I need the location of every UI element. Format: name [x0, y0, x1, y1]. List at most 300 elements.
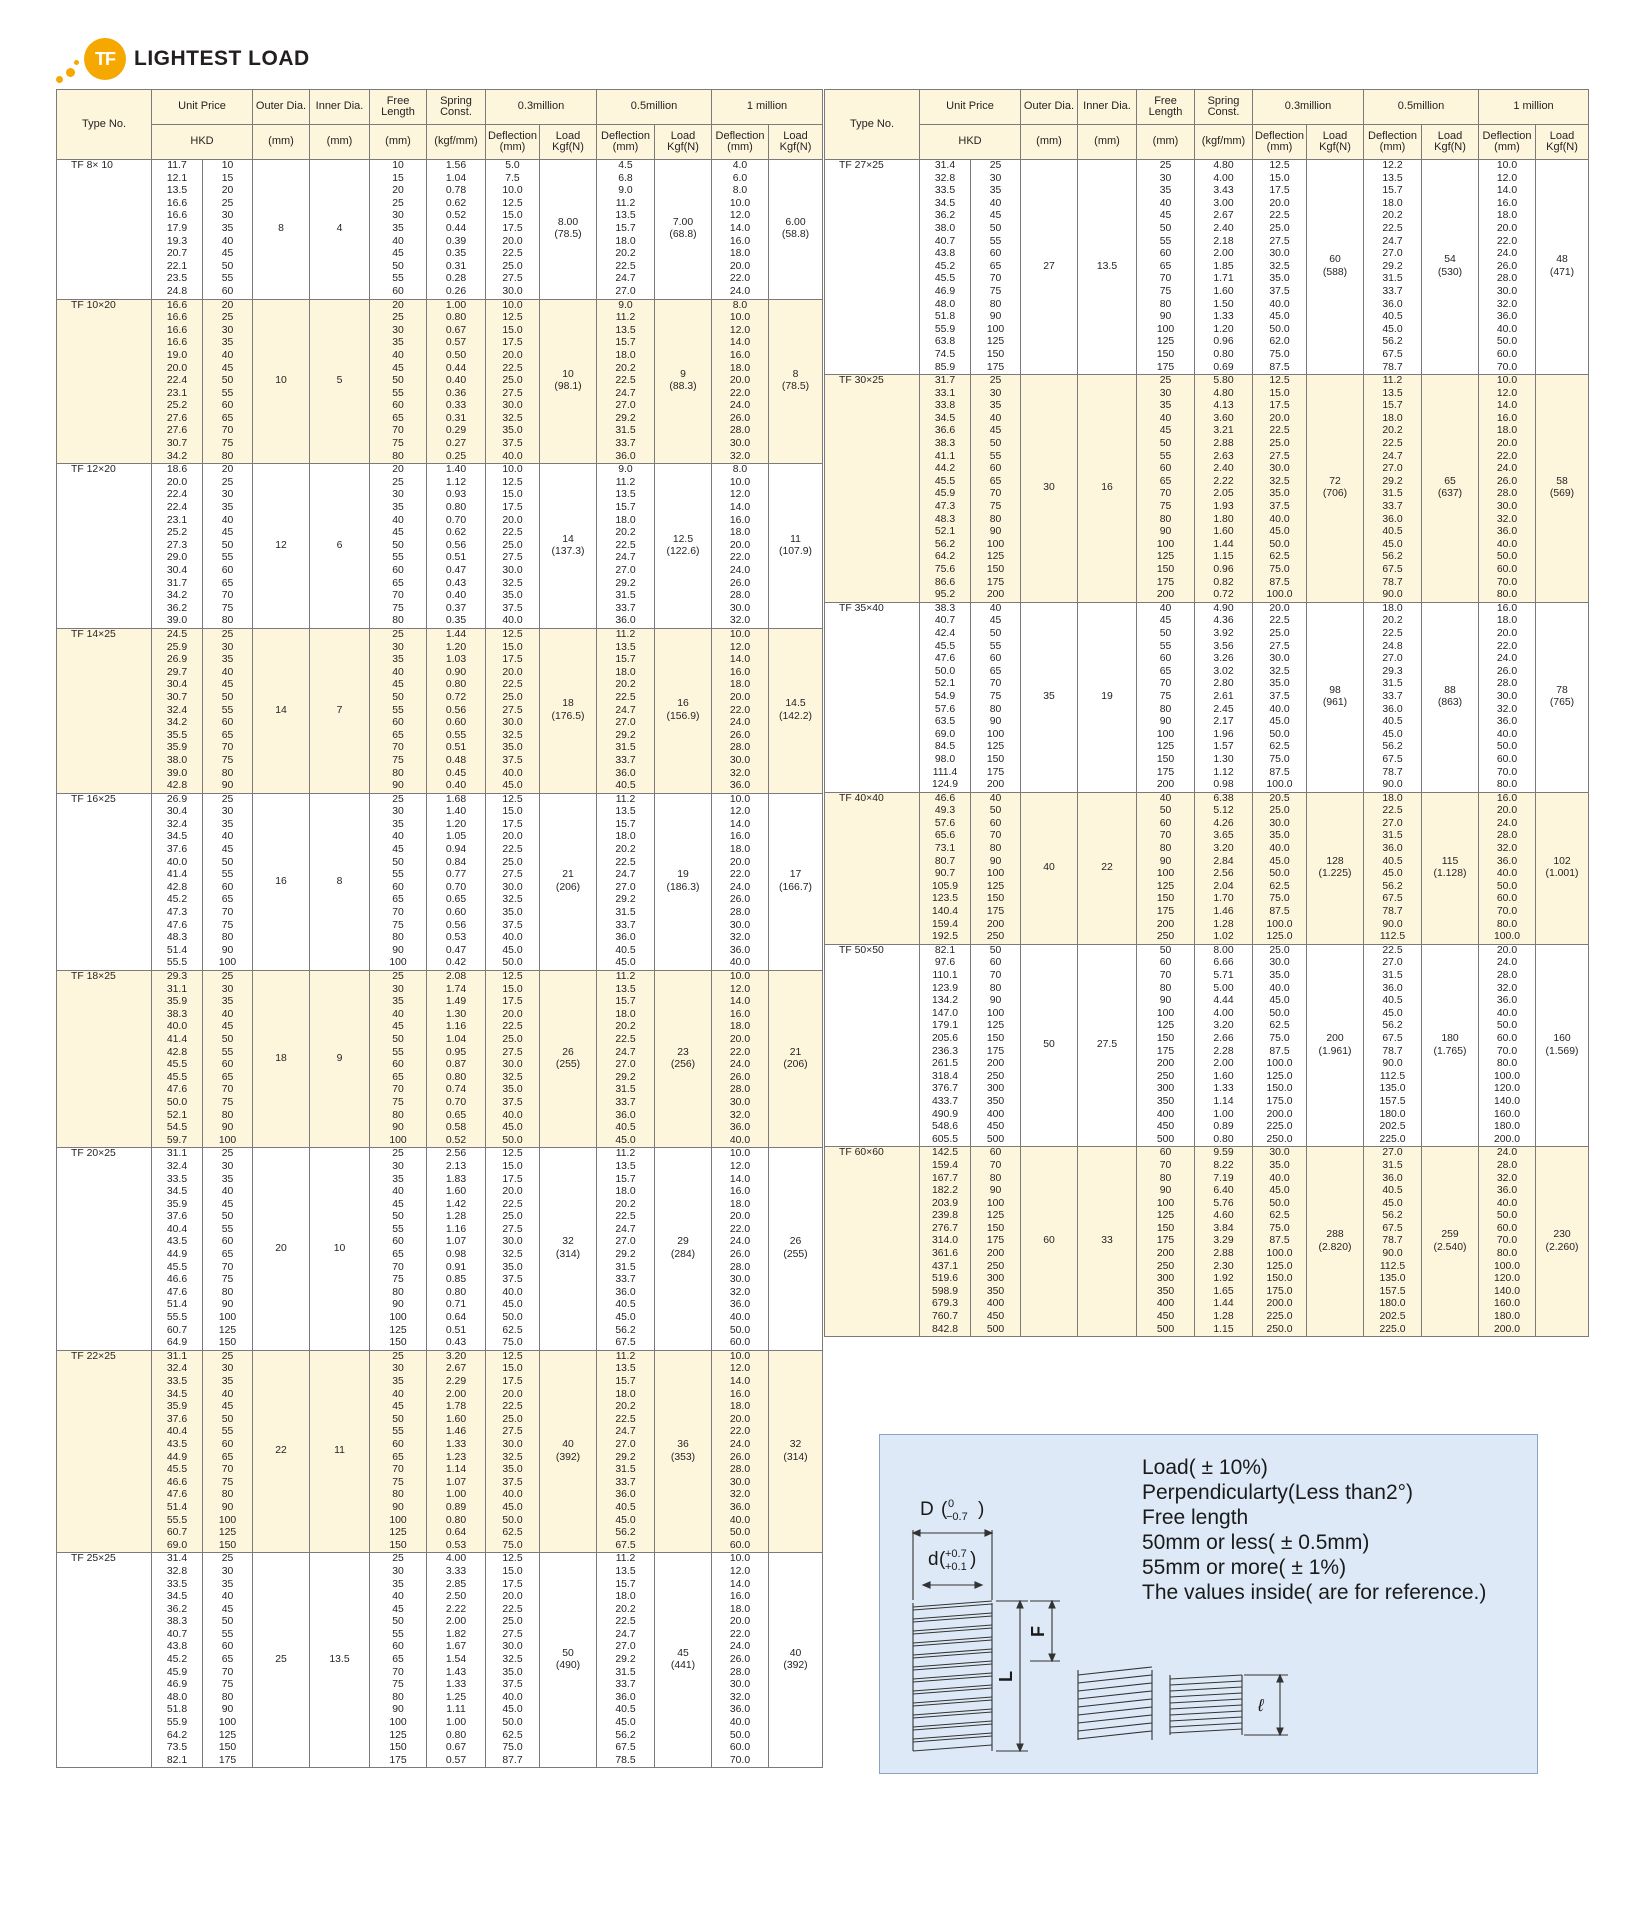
spec-group-row [57, 793, 823, 970]
dim-L-label: L [996, 1671, 1016, 1682]
load-05: 259 (2.540) [1422, 1147, 1479, 1337]
size-list: 50 60 70 80 90 100 125 150 175 200 250 300 350 400 450 500 [971, 944, 1021, 1147]
inner-dia: 8 [310, 793, 370, 970]
load-label: Load [1322, 129, 1348, 142]
deflection-03-list: 12.5 15.0 17.5 20.0 22.5 25.0 27.5 30.0 32.5 35.0 37.5 40.0 45.0 50.0 62.0 75.0 87.5 [1253, 160, 1307, 375]
free-length-list: 25 30 35 40 45 50 55 60 65 70 75 80 90 100 125 150 [370, 1148, 427, 1351]
deflection-unit: (mm) [1379, 141, 1406, 153]
size-list: 25 30 35 40 45 50 55 60 65 70 75 80 90 100 125 150 [203, 1350, 253, 1553]
spring-const-list: 6.38 5.12 4.26 3.65 3.20 2.84 2.56 2.04 1.70 1.46 1.28 1.02 [1195, 792, 1253, 944]
free-length-list: 40 50 60 70 80 90 100 125 150 175 200 250 [1137, 792, 1195, 944]
decor-dot [66, 68, 75, 77]
col-type-no: Type No. [57, 90, 152, 160]
col-load [1536, 125, 1589, 160]
note-50mm-or-less: 50mm or less( ± 0.5mm) [1142, 1531, 1370, 1554]
load-03: 8.00 (78.5) [540, 160, 597, 300]
load-05: 7.00 (68.8) [655, 160, 712, 300]
spring-compressed-view [1078, 1667, 1152, 1740]
col-unit-price: Unit Price [920, 90, 1021, 125]
col-unit-mm: (mm) [370, 125, 427, 160]
logo-badge: TF [84, 38, 126, 80]
deflection-unit: (mm) [499, 141, 526, 153]
deflection-label: Deflection [1255, 129, 1304, 142]
type-no: TF 12×20 [57, 464, 152, 629]
col-inner-dia: Inner Dia. [1078, 90, 1137, 125]
size-list: 10 15 20 25 30 35 40 45 50 55 60 [203, 160, 253, 300]
outer-dia: 27 [1021, 160, 1078, 375]
col-deflection [1479, 125, 1536, 160]
free-length-list: 20 25 30 35 40 45 50 55 60 65 70 75 80 [370, 299, 427, 464]
deflection-03-list: 20.0 22.5 25.0 27.5 30.0 32.5 35.0 37.5 40.0 45.0 50.0 62.5 75.0 87.5 100.0 [1253, 602, 1307, 792]
free-length-list: 20 25 30 35 40 45 50 55 60 65 70 75 80 [370, 464, 427, 629]
deflection-1m-list: 8.0 10.0 12.0 14.0 16.0 18.0 20.0 22.0 24.0 26.0 28.0 30.0 32.0 [712, 299, 769, 464]
unit-price-list: 82.1 97.6 110.1 123.9 134.2 147.0 179.1 205.6 236.3 261.5 318.4 376.7 433.7 490.9 548.6 605.5 [920, 944, 971, 1147]
load-05: 12.5 (122.6) [655, 464, 712, 629]
load-03: 200 (1.961) [1307, 944, 1364, 1147]
inner-dia: 27.5 [1078, 944, 1137, 1147]
tolerance-info-panel [879, 1434, 1538, 1774]
spec-group-row [57, 160, 823, 300]
dim-D-label: D [920, 1499, 934, 1520]
spring-const-list: 2.56 2.13 1.83 1.60 1.42 1.28 1.16 1.07 0.98 0.91 0.85 0.80 0.71 0.64 0.51 0.43 [427, 1148, 486, 1351]
load-03: 32 (314) [540, 1148, 597, 1351]
col-unit-mm: (mm) [1078, 125, 1137, 160]
type-no: TF 16×25 [57, 793, 152, 970]
deflection-label: Deflection [601, 129, 650, 142]
col-unit-mm: (mm) [1137, 125, 1195, 160]
col-03-million: 0.3million [486, 90, 597, 125]
load-1m: 40 (392) [769, 1553, 823, 1768]
col-unit-mm: (mm) [253, 125, 310, 160]
inner-dia: 6 [310, 464, 370, 629]
deflection-label: Deflection [488, 129, 537, 142]
load-1m: 160 (1.569) [1536, 944, 1589, 1147]
col-load [655, 125, 712, 160]
spec-group-row [57, 1148, 823, 1351]
deflection-03-list: 12.5 15.0 17.5 20.0 22.5 25.0 27.5 30.0 32.5 35.0 37.5 40.0 45.0 50.0 62.5 75.0 [486, 1148, 540, 1351]
page-header [56, 30, 416, 90]
col-outer-dia: Outer Dia. [1021, 90, 1078, 125]
deflection-03-list: 12.5 15.0 17.5 20.0 22.5 25.0 27.5 30.0 32.5 35.0 37.5 40.0 45.0 50.0 62.5 75.0 87.5 100.0 [1253, 375, 1307, 603]
dim-D-tol-top: 0 [948, 1498, 955, 1510]
unit-price-list: 31.1 32.4 33.5 34.5 35.9 37.6 40.4 43.5 44.9 45.5 46.6 47.6 51.4 55.5 60.7 64.9 [152, 1148, 203, 1351]
load-unit: Kgf(N) [779, 141, 812, 153]
outer-dia: 10 [253, 299, 310, 464]
deflection-05-list: 18.0 22.5 27.0 31.5 36.0 40.5 45.0 56.2 67.5 78.7 90.0 112.5 [1364, 792, 1422, 944]
deflection-label: Deflection [1368, 129, 1417, 142]
size-list: 20 25 30 35 40 45 50 55 60 65 70 75 80 [203, 464, 253, 629]
col-unit-kgfmm: (kgf/mm) [1195, 125, 1253, 160]
deflection-1m-list: 10.0 12.0 14.0 16.0 18.0 20.0 22.0 24.0 26.0 28.0 30.0 32.0 36.0 40.0 50.0 60.0 [712, 1350, 769, 1553]
deflection-05-list: 11.2 13.5 15.7 18.0 20.2 22.5 24.7 27.0 29.2 31.5 33.7 36.0 40.5 45.0 [597, 971, 655, 1148]
spec-group-row [825, 602, 1589, 792]
outer-dia: 18 [253, 971, 310, 1148]
col-load [1422, 125, 1479, 160]
spring-const-list: 1.68 1.40 1.20 1.05 0.94 0.84 0.77 0.70 0.65 0.60 0.56 0.53 0.47 0.42 [427, 793, 486, 970]
col-unit-price: Unit Price [152, 90, 253, 125]
deflection-1m-list: 16.0 20.0 24.0 28.0 32.0 36.0 40.0 50.0 60.0 70.0 80.0 100.0 [1479, 792, 1536, 944]
load-05: 65 (637) [1422, 375, 1479, 603]
load-1m: 6.00 (58.8) [769, 160, 823, 300]
load-03: 98 (961) [1307, 602, 1364, 792]
col-05-million: 0.5million [597, 90, 712, 125]
outer-dia: 22 [253, 1350, 310, 1553]
col-deflection [597, 125, 655, 160]
inner-dia: 13.5 [1078, 160, 1137, 375]
note-perpendicularity: Perpendicularty(Less than2°) [1142, 1481, 1414, 1504]
col-03-million: 0.3million [1253, 90, 1364, 125]
dim-d-tol-bot: +0.1 [945, 1561, 967, 1573]
free-length-list: 10 15 20 25 30 35 40 45 50 55 60 [370, 160, 427, 300]
size-list: 60 70 80 90 100 125 150 175 200 250 300 350 400 450 500 [971, 1147, 1021, 1337]
spec-group-row [825, 1147, 1589, 1337]
decor-dot [74, 60, 79, 65]
spring-const-list: 3.20 2.67 2.29 2.00 1.78 1.60 1.46 1.33 1.23 1.14 1.07 1.00 0.89 0.80 0.64 0.53 [427, 1350, 486, 1553]
deflection-05-list: 12.2 13.5 15.7 18.0 20.2 22.5 24.7 27.0 29.2 31.5 33.7 36.0 40.5 45.0 56.2 67.5 78.7 [1364, 160, 1422, 375]
deflection-03-list: 30.0 35.0 40.0 45.0 50.0 62.5 75.0 87.5 100.0 125.0 150.0 175.0 200.0 225.0 250.0 [1253, 1147, 1307, 1337]
deflection-03-list: 12.5 15.0 17.5 20.0 22.5 25.0 27.5 30.0 32.5 35.0 37.5 40.0 45.0 50.0 [486, 793, 540, 970]
page-title: LIGHTEST LOAD [134, 47, 310, 70]
deflection-05-list: 4.5 6.8 9.0 11.2 13.5 15.7 18.0 20.2 22.5 24.7 27.0 [597, 160, 655, 300]
size-list: 20 25 30 35 40 45 50 55 60 65 70 75 80 [203, 299, 253, 464]
type-no: TF 18×25 [57, 971, 152, 1148]
deflection-03-list: 25.0 30.0 35.0 40.0 45.0 50.0 62.5 75.0 87.5 100.0 125.0 150.0 175.0 200.0 225.0 250.0 [1253, 944, 1307, 1147]
load-label: Load [783, 129, 808, 142]
inner-dia: 11 [310, 1350, 370, 1553]
deflection-03-list: 12.5 15.0 17.5 20.0 22.5 25.0 27.5 30.0 32.5 35.0 37.5 40.0 45.0 [486, 628, 540, 793]
col-deflection [1253, 125, 1307, 160]
load-1m: 8 (78.5) [769, 299, 823, 464]
outer-dia: 30 [1021, 375, 1078, 603]
col-unit-kgfmm: (kgf/mm) [427, 125, 486, 160]
load-unit: Kgf(N) [552, 141, 584, 153]
unit-price-list: 31.4 32.8 33.5 34.5 36.2 38.0 40.7 43.8 45.2 45.5 46.9 48.0 51.8 55.9 63.8 74.5 85.9 [920, 160, 971, 375]
deflection-1m-list: 10.0 12.0 14.0 16.0 18.0 20.0 22.0 24.0 26.0 28.0 30.0 32.0 36.0 40.0 50.0 60.0 [712, 1148, 769, 1351]
spring-const-list: 5.80 4.80 4.13 3.60 3.21 2.88 2.63 2.40 2.22 2.05 1.93 1.80 1.60 1.44 1.15 0.96 0.82 0.72 [1195, 375, 1253, 603]
col-outer-dia: Outer Dia. [253, 90, 310, 125]
outer-dia: 40 [1021, 792, 1078, 944]
spring-const-list: 4.80 4.00 3.43 3.00 2.67 2.40 2.18 2.00 1.85 1.71 1.60 1.50 1.33 1.20 0.96 0.80 0.69 [1195, 160, 1253, 375]
load-label: Load [670, 129, 696, 142]
spring-const-list: 9.59 8.22 7.19 6.40 5.76 4.60 3.84 3.29 2.88 2.30 1.92 1.65 1.44 1.28 1.15 [1195, 1147, 1253, 1337]
deflection-05-list: 27.0 31.5 36.0 40.5 45.0 56.2 67.5 78.7 90.0 112.5 135.0 157.5 180.0 202.5 225.0 [1364, 1147, 1422, 1337]
load-03: 14 (137.3) [540, 464, 597, 629]
size-list: 25 30 35 40 45 50 55 60 65 70 75 80 90 100 125 150 175 [203, 1553, 253, 1768]
load-03: 128 (1.225) [1307, 792, 1364, 944]
deflection-03-list: 12.5 15.0 17.5 20.0 22.5 25.0 27.5 30.0 32.5 35.0 37.5 40.0 45.0 50.0 62.5 75.0 87.7 [486, 1553, 540, 1768]
spring-const-list: 2.08 1.74 1.49 1.30 1.16 1.04 0.95 0.87 0.80 0.74 0.70 0.65 0.58 0.52 [427, 971, 486, 1148]
deflection-1m-list: 10.0 12.0 14.0 16.0 18.0 20.0 22.0 24.0 26.0 28.0 30.0 32.0 36.0 [712, 628, 769, 793]
load-05: 54 (530) [1422, 160, 1479, 375]
load-05: 16 (156.9) [655, 628, 712, 793]
deflection-05-list: 11.2 13.5 15.7 18.0 20.2 22.5 24.7 27.0 29.2 31.5 33.7 36.0 40.5 45.0 56.2 67.5 [597, 1148, 655, 1351]
spring-const-list: 1.44 1.20 1.03 0.90 0.80 0.72 0.56 0.60 0.55 0.51 0.48 0.45 0.40 [427, 628, 486, 793]
load-05: 180 (1.765) [1422, 944, 1479, 1147]
load-05: 9 (88.3) [655, 299, 712, 464]
deflection-03-list: 12.5 15.0 17.5 20.0 22.5 25.0 27.5 30.0 32.5 35.0 37.5 40.0 45.0 50.0 62.5 75.0 [486, 1350, 540, 1553]
free-length-list: 25 30 35 40 45 50 55 60 65 70 75 80 90 100 125 150 175 200 [1137, 375, 1195, 603]
load-03: 60 (588) [1307, 160, 1364, 375]
deflection-label: Deflection [715, 129, 765, 142]
free-length-list: 25 30 35 40 45 50 55 60 65 70 75 80 90 100 125 150 175 [370, 1553, 427, 1768]
deflection-1m-list: 10.0 12.0 14.0 16.0 18.0 20.0 22.0 24.0 26.0 28.0 30.0 32.0 36.0 40.0 50.0 60.0 70.0 80.0 [1479, 375, 1536, 603]
deflection-03-list: 10.0 12.5 15.0 17.5 20.0 22.5 25.0 27.5 30.0 32.5 35.0 37.5 40.0 [486, 464, 540, 629]
spring-side-view [913, 1601, 992, 1751]
unit-price-list: 11.7 12.1 13.5 16.6 16.6 17.9 19.3 20.7 22.1 23.5 24.8 [152, 160, 203, 300]
type-no: TF 50×50 [825, 944, 920, 1147]
spring-const-list: 4.90 4.36 3.92 3.56 3.26 3.02 2.80 2.61 2.45 2.17 1.96 1.57 1.30 1.12 0.98 [1195, 602, 1253, 792]
outer-dia: 60 [1021, 1147, 1078, 1337]
dim-d-tol-top: +0.7 [945, 1548, 967, 1560]
dim-l-label: ℓ [1258, 1696, 1264, 1715]
deflection-03-list: 20.5 25.0 30.0 35.0 40.0 45.0 50.0 62.5 75.0 87.5 100.0 125.0 [1253, 792, 1307, 944]
load-03: 288 (2.820) [1307, 1147, 1364, 1337]
deflection-03-list: 12.5 15.0 17.5 20.0 22.5 25.0 27.5 30.0 32.5 35.0 37.5 40.0 45.0 50.0 [486, 971, 540, 1148]
inner-dia: 16 [1078, 375, 1137, 603]
col-free-length: Free Length [370, 90, 427, 125]
deflection-unit: (mm) [1266, 141, 1293, 153]
inner-dia: 13.5 [310, 1553, 370, 1768]
load-03: 50 (490) [540, 1553, 597, 1768]
size-list: 25 30 35 40 45 50 55 60 65 70 75 80 90 100 125 150 175 [971, 160, 1021, 375]
deflection-unit: (mm) [727, 141, 753, 153]
outer-dia: 16 [253, 793, 310, 970]
load-1m: 230 (2.260) [1536, 1147, 1589, 1337]
free-length-list: 25 30 35 40 45 50 55 60 65 70 75 80 90 100 125 150 175 [1137, 160, 1195, 375]
spec-group-row [825, 375, 1589, 603]
type-no: TF 40×40 [825, 792, 920, 944]
load-05: 88 (863) [1422, 602, 1479, 792]
load-label: Load [555, 129, 581, 142]
deflection-05-list: 11.2 13.5 15.7 18.0 20.2 22.5 24.7 27.0 29.2 31.5 33.7 36.0 40.5 45.0 56.2 67.5 [597, 1350, 655, 1553]
spec-group-row [57, 971, 823, 1148]
inner-dia: 7 [310, 628, 370, 793]
col-unit-mm: (mm) [1021, 125, 1078, 160]
unit-price-list: 38.3 40.7 42.4 45.5 47.6 50.0 52.1 54.9 57.6 63.5 69.0 84.5 98.0 111.4 124.9 [920, 602, 971, 792]
col-1-million: 1 million [1479, 90, 1589, 125]
load-unit: Kgf(N) [1546, 141, 1578, 153]
spring-const-list: 4.00 3.33 2.85 2.50 2.22 2.00 1.82 1.67 1.54 1.43 1.33 1.25 1.11 1.00 0.80 0.67 0.57 [427, 1553, 486, 1768]
free-length-list: 40 45 50 55 60 65 70 75 80 90 100 125 150 175 200 [1137, 602, 1195, 792]
load-1m: 17 (166.7) [769, 793, 823, 970]
col-1-million: 1 million [712, 90, 823, 125]
spec-group-row [57, 299, 823, 464]
col-unit-mm: (mm) [310, 125, 370, 160]
dim-d-paren-open: ( [939, 1549, 946, 1570]
deflection-label: Deflection [1482, 129, 1532, 142]
col-hkd: HKD [152, 125, 253, 160]
deflection-05-list: 11.2 13.5 15.7 18.0 20.2 22.5 24.7 27.0 29.2 31.5 33.7 36.0 40.5 45.0 56.2 67.5 78.5 [597, 1553, 655, 1768]
deflection-05-list: 22.5 27.0 31.5 36.0 40.5 45.0 56.2 67.5 78.7 90.0 112.5 135.0 157.5 180.0 202.5 225.0 [1364, 944, 1422, 1147]
note-free-length: Free length [1142, 1506, 1249, 1529]
tolerance-notes [1142, 1455, 1486, 1605]
size-list: 25 30 35 40 45 50 55 60 65 70 75 80 90 100 [203, 971, 253, 1148]
load-unit: Kgf(N) [1319, 141, 1351, 153]
spec-group-row [57, 1553, 823, 1768]
outer-dia: 20 [253, 1148, 310, 1351]
col-type-no: Type No. [825, 90, 920, 160]
col-load [540, 125, 597, 160]
load-1m: 102 (1.001) [1536, 792, 1589, 944]
deflection-05-list: 18.0 20.2 22.5 24.8 27.0 29.3 31.5 33.7 36.0 40.5 45.0 56.2 67.5 78.7 90.0 [1364, 602, 1422, 792]
dim-d-arrow [923, 1582, 982, 1588]
type-no: TF 35×40 [825, 602, 920, 792]
size-list: 25 30 35 40 45 50 55 60 65 70 75 80 90 100 125 150 175 200 [971, 375, 1021, 603]
outer-dia: 50 [1021, 944, 1078, 1147]
deflection-1m-list: 10.0 12.0 14.0 16.0 18.0 20.0 22.0 24.0 26.0 28.0 30.0 32.0 36.0 40.0 50.0 60.0 70.0 [1479, 160, 1536, 375]
inner-dia: 33 [1078, 1147, 1137, 1337]
spec-group-row [57, 1350, 823, 1553]
inner-dia: 22 [1078, 792, 1137, 944]
free-length-list: 25 30 35 40 45 50 55 60 65 70 75 80 90 100 [370, 793, 427, 970]
load-05: 45 (441) [655, 1553, 712, 1768]
spring-const-list: 8.00 6.66 5.71 5.00 4.44 4.00 3.20 2.66 2.28 2.00 1.60 1.33 1.14 1.00 0.89 0.80 [1195, 944, 1253, 1147]
deflection-1m-list: 4.0 6.0 8.0 10.0 12.0 14.0 16.0 18.0 20.0 22.0 24.0 [712, 160, 769, 300]
deflection-05-list: 9.0 11.2 13.5 15.7 18.0 20.2 22.5 24.7 27.0 29.2 31.5 33.7 36.0 [597, 464, 655, 629]
unit-price-list: 31.1 32.4 33.5 34.5 35.9 37.6 40.4 43.5 44.9 45.5 46.6 47.6 51.4 55.5 60.7 69.0 [152, 1350, 203, 1553]
deflection-1m-list: 10.0 12.0 14.0 16.0 18.0 20.0 22.0 24.0 26.0 28.0 30.0 32.0 36.0 40.0 [712, 793, 769, 970]
load-03: 72 (706) [1307, 375, 1364, 603]
col-spring-const: Spring Const. [427, 90, 486, 125]
unit-price-list: 46.6 49.3 57.6 65.6 73.1 80.7 90.7 105.9 123.5 140.4 159.4 192.5 [920, 792, 971, 944]
load-unit: Kgf(N) [1434, 141, 1466, 153]
dim-D-paren-open: ( [941, 1499, 948, 1520]
load-03: 21 (206) [540, 793, 597, 970]
type-no: TF 20×25 [57, 1148, 152, 1351]
size-list: 25 30 35 40 45 50 55 60 65 70 75 80 90 [203, 628, 253, 793]
spec-group-row [825, 160, 1589, 375]
load-05: 115 (1.128) [1422, 792, 1479, 944]
deflection-05-list: 11.2 13.5 15.7 18.0 20.2 22.5 24.7 27.0 29.2 31.5 33.7 36.0 40.5 [597, 628, 655, 793]
type-no: TF 10×20 [57, 299, 152, 464]
deflection-1m-list: 10.0 12.0 14.0 16.0 18.0 20.0 22.0 24.0 26.0 28.0 30.0 32.0 36.0 40.0 [712, 971, 769, 1148]
load-05: 36 (353) [655, 1350, 712, 1553]
free-length-list: 50 60 70 80 90 100 125 150 175 200 250 300 350 400 450 500 [1137, 944, 1195, 1147]
col-05-million: 0.5million [1364, 90, 1479, 125]
col-deflection [712, 125, 769, 160]
deflection-05-list: 9.0 11.2 13.5 15.7 18.0 20.2 22.5 24.7 27.0 29.2 31.5 33.7 36.0 [597, 299, 655, 464]
deflection-03-list: 10.0 12.5 15.0 17.5 20.0 22.5 25.0 27.5 30.0 32.5 35.0 37.5 40.0 [486, 299, 540, 464]
col-spring-const: Spring Const. [1195, 90, 1253, 125]
outer-dia: 14 [253, 628, 310, 793]
inner-dia: 19 [1078, 602, 1137, 792]
col-hkd: HKD [920, 125, 1021, 160]
unit-price-list: 142.5 159.4 167.7 182.2 203.9 239.8 276.7 314.0 361.6 437.1 519.6 598.9 679.3 760.7 842.8 [920, 1147, 971, 1337]
inner-dia: 5 [310, 299, 370, 464]
inner-dia: 10 [310, 1148, 370, 1351]
load-03: 26 (255) [540, 971, 597, 1148]
unit-price-list: 31.7 33.1 33.8 34.5 36.6 38.3 41.1 44.2 45.5 45.9 47.3 48.3 52.1 56.2 64.2 75.6 86.6 95.2 [920, 375, 971, 603]
unit-price-list: 31.4 32.8 33.5 34.5 36.2 38.3 40.7 43.8 45.2 45.9 46.9 48.0 51.8 55.9 64.2 73.5 82.1 [152, 1553, 203, 1768]
note-load: Load( ± 10%) [1142, 1456, 1268, 1479]
col-inner-dia: Inner Dia. [310, 90, 370, 125]
note-reference: The values inside( are for reference.) [1142, 1581, 1487, 1604]
type-no: TF 8× 10 [57, 160, 152, 300]
unit-price-list: 16.6 16.6 16.6 16.6 19.0 20.0 22.4 23.1 25.2 27.6 27.6 30.7 34.2 [152, 299, 203, 464]
inner-dia: 4 [310, 160, 370, 300]
spring-const-list: 1.56 1.04 0.78 0.62 0.52 0.44 0.39 0.35 0.31 0.28 0.26 [427, 160, 486, 300]
spec-group-row [57, 464, 823, 629]
deflection-unit: (mm) [1494, 141, 1520, 153]
type-no: TF 30×25 [825, 375, 920, 603]
load-1m: 21 (206) [769, 971, 823, 1148]
dim-d-paren-close: ) [970, 1549, 977, 1570]
deflection-03-list: 5.0 7.5 10.0 12.5 15.0 17.5 20.0 22.5 25.0 27.5 30.0 [486, 160, 540, 300]
free-length-list: 25 30 35 40 45 50 55 60 65 70 75 80 90 100 [370, 971, 427, 1148]
load-05: 29 (284) [655, 1148, 712, 1351]
type-no: TF 60×60 [825, 1147, 920, 1337]
load-1m: 11 (107.9) [769, 464, 823, 629]
load-unit: Kgf(N) [667, 141, 699, 153]
load-label: Load [1437, 129, 1463, 142]
col-free-length: Free Length [1137, 90, 1195, 125]
load-label: Load [1549, 129, 1575, 142]
unit-price-list: 24.5 25.9 26.9 29.7 30.4 30.7 32.4 34.2 35.5 35.9 38.0 39.0 42.8 [152, 628, 203, 793]
load-03: 18 (176.5) [540, 628, 597, 793]
col-load [1307, 125, 1364, 160]
deflection-1m-list: 16.0 18.0 20.0 22.0 24.0 26.0 28.0 30.0 32.0 36.0 40.0 50.0 60.0 70.0 80.0 [1479, 602, 1536, 792]
dim-D-tol-bot: −0.7 [946, 1511, 968, 1523]
load-03: 10 (98.1) [540, 299, 597, 464]
free-length-list: 25 30 35 40 45 50 55 60 65 70 75 80 90 [370, 628, 427, 793]
type-no: TF 14×25 [57, 628, 152, 793]
load-1m: 14.5 (142.2) [769, 628, 823, 793]
decor-dot [56, 76, 63, 83]
spec-group-row [57, 628, 823, 793]
unit-price-list: 29.3 31.1 35.9 38.3 40.0 41.4 42.8 45.5 45.5 47.6 50.0 52.1 54.5 59.7 [152, 971, 203, 1148]
load-1m: 58 (569) [1536, 375, 1589, 603]
spring-const-list: 1.00 0.80 0.67 0.57 0.50 0.44 0.40 0.36 0.33 0.31 0.29 0.27 0.25 [427, 299, 486, 464]
deflection-05-list: 11.2 13.5 15.7 18.0 20.2 22.5 24.7 27.0 29.2 31.5 33.7 36.0 40.5 45.0 56.2 67.5 78.7 90.0 [1364, 375, 1422, 603]
deflection-1m-list: 20.0 24.0 28.0 32.0 36.0 40.0 50.0 60.0 70.0 80.0 100.0 120.0 140.0 160.0 180.0 200.0 [1479, 944, 1536, 1147]
free-length-list: 25 30 35 40 45 50 55 60 65 70 75 80 90 100 125 150 [370, 1350, 427, 1553]
size-list: 40 50 60 70 80 90 100 125 150 175 200 250 [971, 792, 1021, 944]
deflection-unit: (mm) [612, 141, 639, 153]
col-deflection [1364, 125, 1422, 160]
dim-F-label: F [1028, 1626, 1048, 1637]
spec-table-left [56, 89, 823, 1768]
deflection-1m-list: 24.0 28.0 32.0 36.0 40.0 50.0 60.0 70.0 80.0 100.0 120.0 140.0 160.0 180.0 200.0 [1479, 1147, 1536, 1337]
outer-dia: 8 [253, 160, 310, 300]
outer-dia: 12 [253, 464, 310, 629]
dim-D-paren-close: ) [978, 1499, 985, 1520]
deflection-1m-list: 8.0 10.0 12.0 14.0 16.0 18.0 20.0 22.0 24.0 26.0 28.0 30.0 32.0 [712, 464, 769, 629]
load-05: 19 (186.3) [655, 793, 712, 970]
spec-group-row [825, 944, 1589, 1147]
type-no: TF 27×25 [825, 160, 920, 375]
inner-dia: 9 [310, 971, 370, 1148]
spring-coil [913, 1604, 992, 1742]
unit-price-list: 18.6 20.0 22.4 22.4 23.1 25.2 27.3 29.0 30.4 31.7 34.2 36.2 39.0 [152, 464, 203, 629]
load-05: 23 (256) [655, 971, 712, 1148]
deflection-05-list: 11.2 13.5 15.7 18.0 20.2 22.5 24.7 27.0 29.2 31.5 33.7 36.0 40.5 45.0 [597, 793, 655, 970]
load-1m: 32 (314) [769, 1350, 823, 1553]
spring-const-list: 1.40 1.12 0.93 0.80 0.70 0.62 0.56 0.51 0.47 0.43 0.40 0.37 0.35 [427, 464, 486, 629]
size-list: 25 30 35 40 45 50 55 60 65 70 75 80 90 100 [203, 793, 253, 970]
size-list: 40 45 50 55 60 65 70 75 80 90 100 125 150 175 200 [971, 602, 1021, 792]
spec-group-row [825, 792, 1589, 944]
spring-solid-view [1170, 1675, 1288, 1735]
spring-coil [913, 1601, 992, 1751]
load-1m: 78 (765) [1536, 602, 1589, 792]
dim-d-label: d [928, 1549, 939, 1570]
unit-price-list: 26.9 30.4 32.4 34.5 37.6 40.0 41.4 42.8 45.2 47.3 47.6 48.3 51.4 55.5 [152, 793, 203, 970]
col-deflection [486, 125, 540, 160]
outer-dia: 35 [1021, 602, 1078, 792]
outer-dia: 25 [253, 1553, 310, 1768]
load-1m: 26 (255) [769, 1148, 823, 1351]
type-no: TF 25×25 [57, 1553, 152, 1768]
